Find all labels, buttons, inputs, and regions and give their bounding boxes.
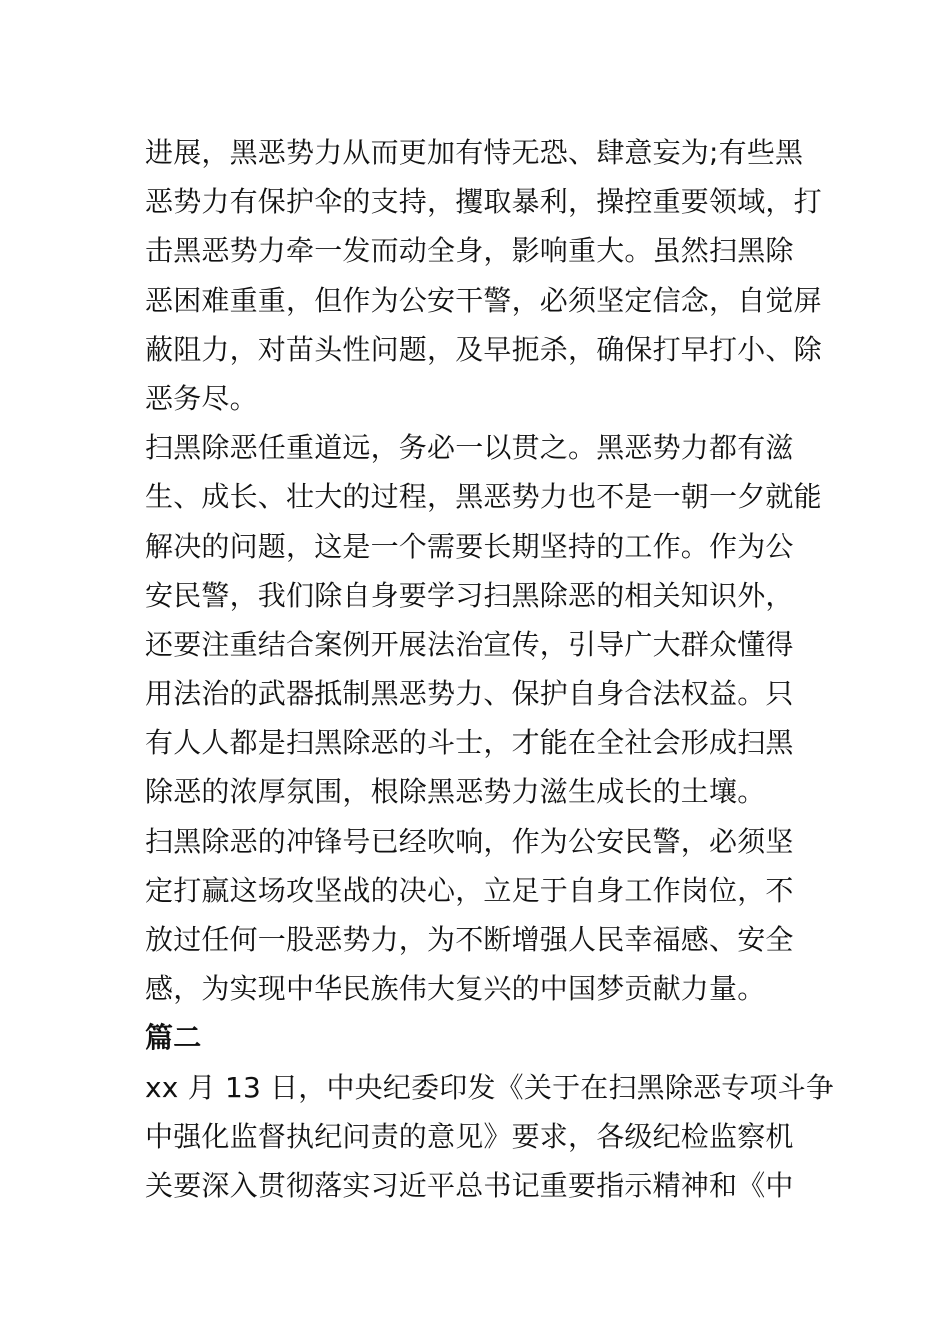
text-line: 有人人都是扫黑除恶的斗士，才能在全社会形成扫黑 [145, 726, 794, 760]
text-line: 解决的问题，这是一个需要长期坚持的工作。作为公 [145, 529, 794, 563]
text-line: 恶困难重重，但作为公安干警，必须坚定信念，自觉屏 [145, 283, 822, 317]
text-line: 进展，黑恶势力从而更加有恃无恐、肆意妄为;有些黑 [145, 136, 804, 169]
section-heading: 篇二 [145, 1021, 202, 1055]
text-line: 扫黑除恶任重道远，务必一以贯之。黑恶势力都有滋 [145, 431, 794, 465]
text-line: 恶势力有保护伞的支持，攫取暴利，操控重要领域，打 [145, 185, 822, 219]
text-line: 击黑恶势力牵一发而动全身，影响重大。虽然扫黑除 [145, 234, 794, 268]
text-line: 蔽阻力，对苗头性问题，及早扼杀，确保打早打小、除 [145, 332, 822, 366]
text-line: 恶务尽。 [145, 381, 258, 415]
text-line: 扫黑除恶的冲锋号已经吹响，作为公安民警，必须坚 [145, 824, 794, 858]
text-line: 感，为实现中华民族伟大复兴的中国梦贡献力量。 [145, 972, 766, 1006]
text-line: 关要深入贯彻落实习近平总书记重要指示精神和《中 [145, 1168, 794, 1202]
text-line: xx 月 13 日，中央纪委印发《关于在扫黑除恶专项斗争 [145, 1070, 835, 1104]
document-body [145, 128, 835, 1210]
text-line: 定打赢这场攻坚战的决心，立足于自身工作岗位，不 [145, 873, 794, 907]
text-line: 安民警，我们除自身要学习扫黑除恶的相关知识外， [145, 578, 794, 612]
text-line: 生、成长、壮大的过程，黑恶势力也不是一朝一夕就能 [145, 480, 822, 514]
text-line: 放过任何一股恶势力，为不断增强人民幸福感、安全 [145, 923, 794, 956]
text-line: 中强化监督执纪问责的意见》要求，各级纪检监察机 [145, 1119, 794, 1153]
text-line: 除恶的浓厚氛围，根除黑恶势力滋生成长的土壤。 [145, 775, 766, 809]
text-line: 用法治的武器抵制黑恶势力、保护自身合法权益。只 [145, 677, 794, 711]
text-line: 还要注重结合案例开展法治宣传，引导广大群众懂得 [145, 627, 794, 661]
